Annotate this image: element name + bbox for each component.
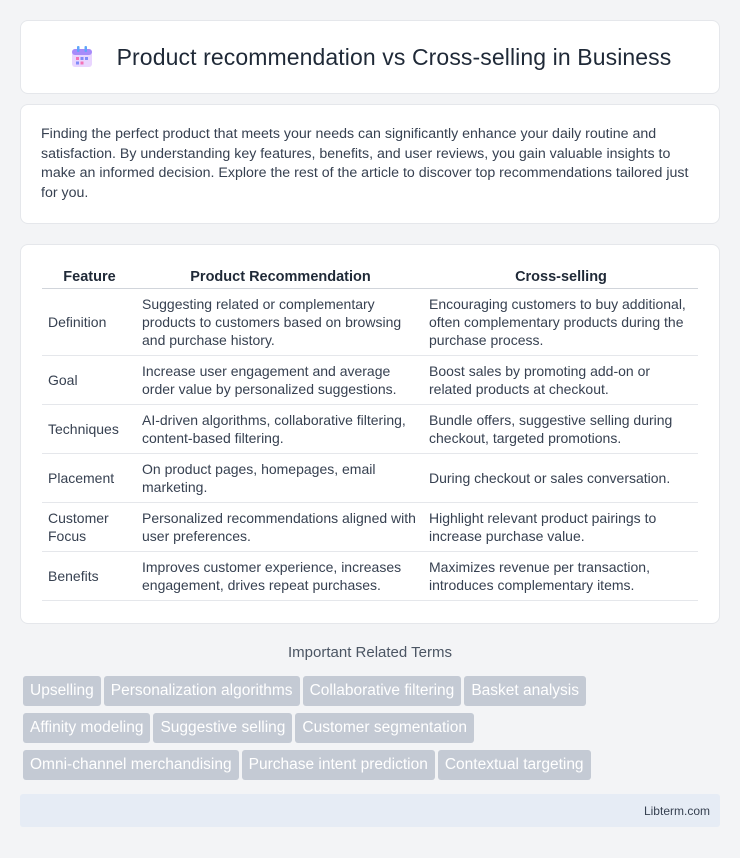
tag-suggestive-selling[interactable]: Suggestive selling xyxy=(153,713,292,743)
tag-affinity-modeling[interactable]: Affinity modeling xyxy=(23,713,150,743)
cross-selling-cell: Highlight relevant product pairings to increase purchase value. xyxy=(424,503,698,552)
intro-section xyxy=(20,104,720,224)
table-row xyxy=(42,454,698,503)
header-product-recommendation: Product Recommendation xyxy=(137,265,424,289)
table-row xyxy=(42,552,698,601)
table-row xyxy=(42,356,698,405)
feature-cell: Benefits xyxy=(42,552,137,601)
feature-cell: Techniques xyxy=(42,405,137,454)
product-recommendation-cell: On product pages, homepages, email marketing. xyxy=(137,454,424,503)
page-title: Product recommendation vs Cross-selling in Business xyxy=(116,43,672,70)
footer xyxy=(20,794,720,827)
product-recommendation-cell: Personalized recommendations aligned with user preferences. xyxy=(137,503,424,552)
feature-cell: Customer Focus xyxy=(42,503,137,552)
product-recommendation-cell: Increase user engagement and average order value by personalized suggestions. xyxy=(137,356,424,405)
product-recommendation-cell: Suggesting related or complementary products to customers based on browsing and purchase history. xyxy=(137,289,424,356)
feature-cell: Goal xyxy=(42,356,137,405)
product-recommendation-cell: Improves customer experience, increases engagement, drives repeat purchases. xyxy=(137,552,424,601)
tag-customer-segmentation[interactable]: Customer segmentation xyxy=(295,713,474,743)
cross-selling-cell: Boost sales by promoting add-on or related products at checkout. xyxy=(424,356,698,405)
comparison-section xyxy=(20,244,720,624)
product-recommendation-cell: AI-driven algorithms, collaborative filtering, content-based filtering. xyxy=(137,405,424,454)
tag-personalization-algorithms[interactable]: Personalization algorithms xyxy=(104,676,300,706)
tag-basket-analysis[interactable]: Basket analysis xyxy=(464,676,586,706)
feature-cell: Placement xyxy=(42,454,137,503)
table-header-row xyxy=(42,265,698,289)
cross-selling-cell: Bundle offers, suggestive selling during checkout, targeted promotions. xyxy=(424,405,698,454)
tag-collaborative-filtering[interactable]: Collaborative filtering xyxy=(303,676,462,706)
intro-text: Finding the perfect product that meets your needs can significantly enhance your daily routine and satisfaction. By understanding key features, benefits, and user reviews, you gain valuable insights to make an informed decision. Explore the rest of the article to discover top recommendations tailored just for you. xyxy=(41,126,689,201)
tag-upselling[interactable]: Upselling xyxy=(23,676,101,706)
footer-brand[interactable]: Libterm.com xyxy=(643,803,710,818)
header-feature: Feature xyxy=(42,265,137,289)
tag-omni-channel-merchandising[interactable]: Omni-channel merchandising xyxy=(23,750,239,780)
header-cross-selling: Cross-selling xyxy=(424,265,698,289)
calendar-icon xyxy=(69,44,95,70)
table-row xyxy=(42,289,698,356)
table-row xyxy=(42,503,698,552)
related-terms-tags xyxy=(23,676,723,787)
related-terms-title: Important Related Terms xyxy=(288,644,452,661)
tag-contextual-targeting[interactable]: Contextual targeting xyxy=(438,750,591,780)
table-row xyxy=(42,405,698,454)
comparison-table xyxy=(42,265,698,601)
tag-purchase-intent-prediction[interactable]: Purchase intent prediction xyxy=(242,750,435,780)
cross-selling-cell: Encouraging customers to buy additional, often complementary products during the purchase process. xyxy=(424,289,698,356)
cross-selling-cell: During checkout or sales conversation. xyxy=(424,454,698,503)
cross-selling-cell: Maximizes revenue per transaction, introduces complementary items. xyxy=(424,552,698,601)
page-header xyxy=(20,20,720,94)
feature-cell: Definition xyxy=(42,289,137,356)
